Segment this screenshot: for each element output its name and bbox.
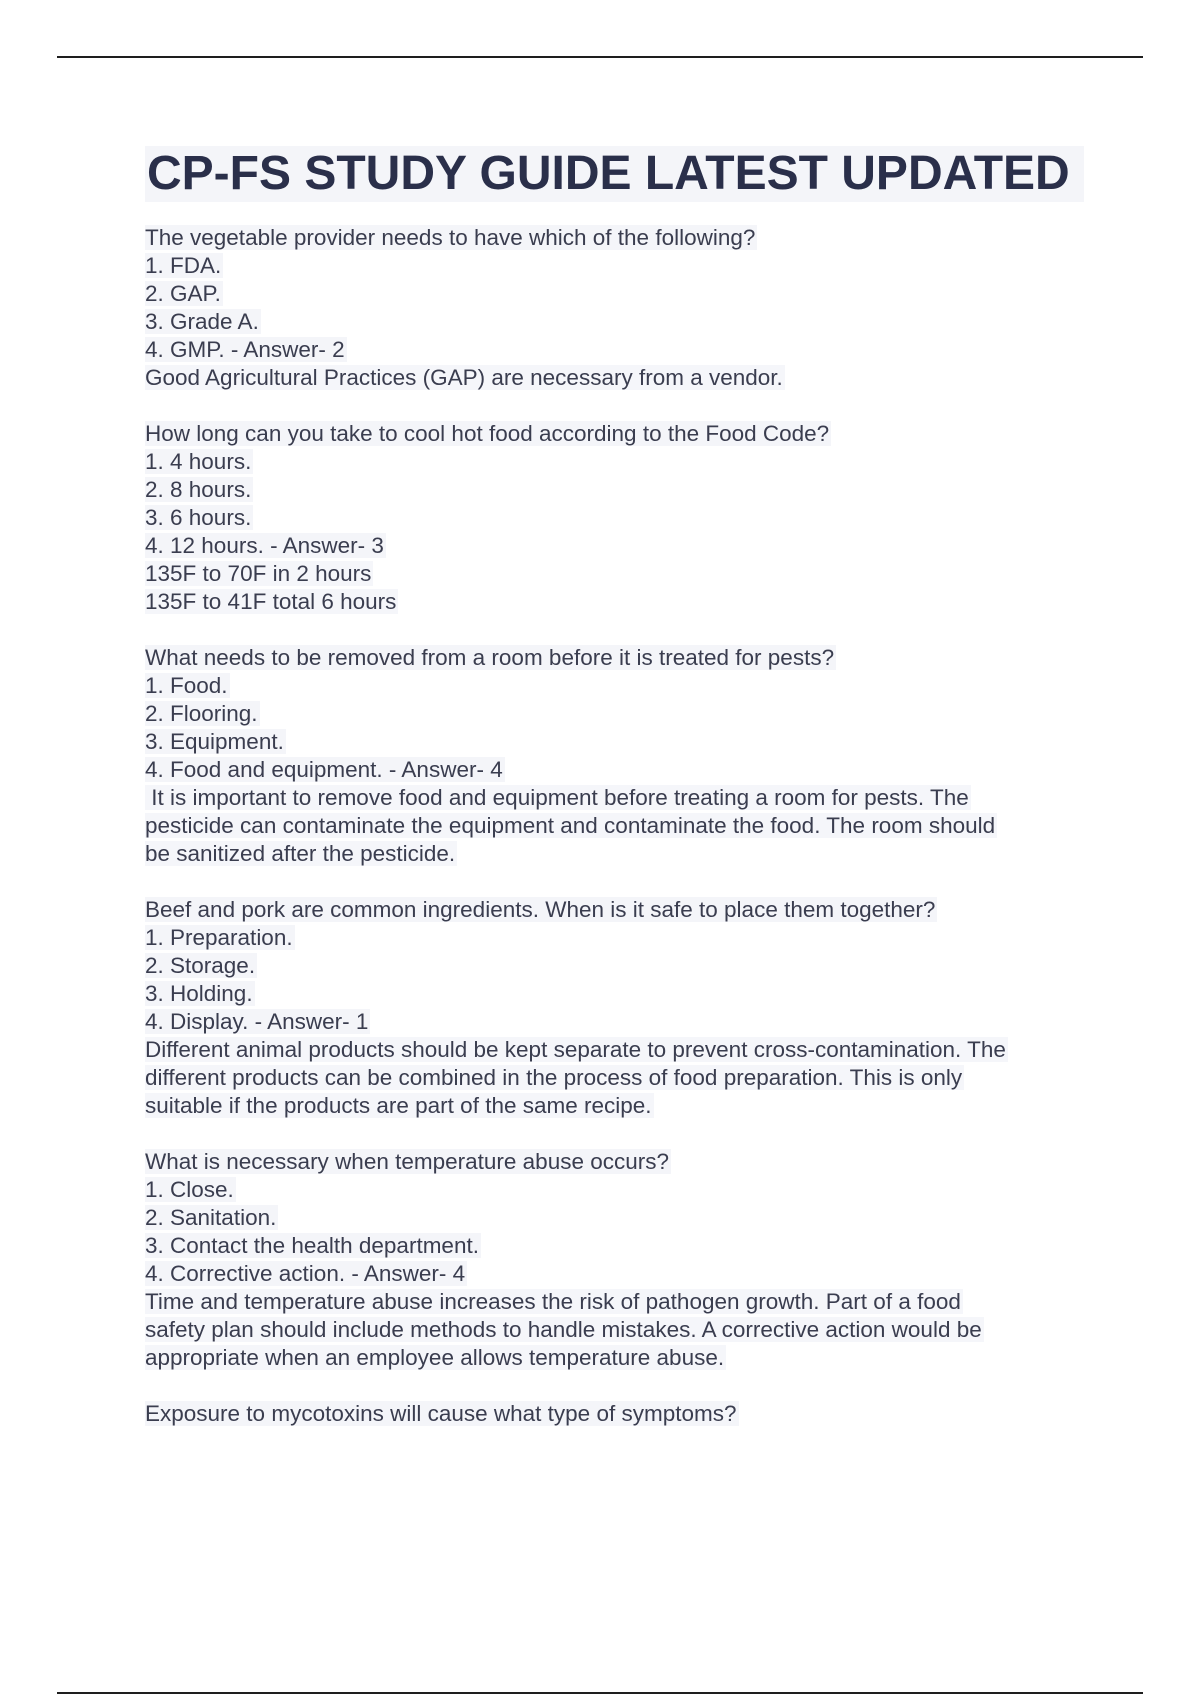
question-text [145,420,1090,448]
explanation-line [145,784,1090,812]
question-text-text: What needs to be removed from a room before it is treated for pests? [145,645,835,670]
question-block [145,224,1090,392]
question-block [145,1400,1090,1428]
answer-option-text: 3. 6 hours. [145,505,252,530]
explanation-line [145,840,1090,868]
explanation-line-text: Good Agricultural Practices (GAP) are necessary from a vendor. [145,365,783,390]
question-block [145,644,1090,868]
answer-option-text: 2. 8 hours. [145,477,252,502]
answer-option-text: 2. Sanitation. [145,1205,277,1230]
answer-option [145,448,1090,476]
explanation-line-text: Different animal products should be kept separate to prevent cross-contamination. The [145,1037,1006,1062]
answer-option [145,532,1090,560]
answer-option [145,308,1090,336]
answer-option-text: 2. GAP. [145,281,221,306]
answer-option-text: 1. Food. [145,673,228,698]
answer-option-text: 4. 12 hours. - Answer- 3 [145,533,384,558]
answer-option-text: 3. Holding. [145,981,253,1006]
page-title: CP-FS STUDY GUIDE LATEST UPDATED [145,146,1084,202]
explanation-line-text: appropriate when an employee allows temperature abuse. [145,1345,725,1370]
answer-option-text: 1. 4 hours. [145,449,252,474]
answer-option-text: 4. Food and equipment. - Answer- 4 [145,757,503,782]
answer-option [145,700,1090,728]
answer-option [145,1260,1090,1288]
question-text [145,1148,1090,1176]
top-divider [57,56,1143,58]
explanation-line-text: safety plan should include methods to handle mistakes. A corrective action would be [145,1317,982,1342]
question-text-text: The vegetable provider needs to have which of the following? [145,225,756,250]
answer-option-text: 2. Storage. [145,953,256,978]
answer-option [145,728,1090,756]
question-text-text: What is necessary when temperature abuse occurs? [145,1149,670,1174]
answer-option-text: 2. Flooring. [145,701,258,726]
answer-option [145,1204,1090,1232]
question-text [145,896,1090,924]
answer-option-text: 3. Contact the health department. [145,1233,479,1258]
explanation-line-text: be sanitized after the pesticide. [145,841,456,866]
answer-explanation [145,1036,1090,1120]
explanation-line-text: different products can be combined in the process of food preparation. This is only [145,1065,963,1090]
answer-option [145,504,1090,532]
explanation-line-text: pesticide can contaminate the equipment and contaminate the food. The room should [145,813,996,838]
answer-option [145,336,1090,364]
explanation-line [145,1316,1090,1344]
explanation-line [145,364,1090,392]
answer-option [145,756,1090,784]
explanation-line [145,1344,1090,1372]
answer-option [145,980,1090,1008]
explanation-line-text: 135F to 70F in 2 hours [145,561,372,586]
answer-option [145,476,1090,504]
answer-option-text: 4. Display. - Answer- 1 [145,1009,369,1034]
explanation-line-text: suitable if the products are part of the same recipe. [145,1093,652,1118]
question-text-text: How long can you take to cool hot food according to the Food Code? [145,421,830,446]
answer-explanation [145,1288,1090,1372]
question-block [145,1148,1090,1372]
explanation-line [145,1092,1090,1120]
answer-option-text: 1. Close. [145,1177,234,1202]
answer-option-text: 4. GMP. - Answer- 2 [145,337,345,362]
question-list [145,224,1090,1428]
bottom-divider [57,1692,1143,1694]
answer-option-text: 3. Equipment. [145,729,284,754]
explanation-line [145,1288,1090,1316]
answer-option [145,952,1090,980]
answer-option-text: 1. Preparation. [145,925,293,950]
question-block [145,420,1090,616]
answer-option [145,280,1090,308]
explanation-line-text: Time and temperature abuse increases the risk of pathogen growth. Part of a food [145,1289,961,1314]
explanation-line [145,1036,1090,1064]
question-text-text: Exposure to mycotoxins will cause what type of symptoms? [145,1401,737,1426]
question-text [145,1400,1090,1428]
answer-option [145,924,1090,952]
explanation-line-text: 135F to 41F total 6 hours [145,589,397,614]
answer-option [145,252,1090,280]
explanation-line [145,588,1090,616]
explanation-line-text: It is important to remove food and equipment before treating a room for pests. The [145,785,969,810]
answer-explanation [145,784,1090,868]
answer-option [145,672,1090,700]
document-body [145,146,1090,1456]
answer-explanation [145,364,1090,392]
answer-option-text: 4. Corrective action. - Answer- 4 [145,1261,466,1286]
answer-option [145,1232,1090,1260]
question-text [145,224,1090,252]
answer-option [145,1176,1090,1204]
answer-option-text: 3. Grade A. [145,309,259,334]
answer-option [145,1008,1090,1036]
question-text-text: Beef and pork are common ingredients. When is it safe to place them together? [145,897,936,922]
question-text [145,644,1090,672]
explanation-line [145,560,1090,588]
answer-option-text: 1. FDA. [145,253,222,278]
explanation-line [145,812,1090,840]
answer-explanation [145,560,1090,616]
question-block [145,896,1090,1120]
explanation-line [145,1064,1090,1092]
